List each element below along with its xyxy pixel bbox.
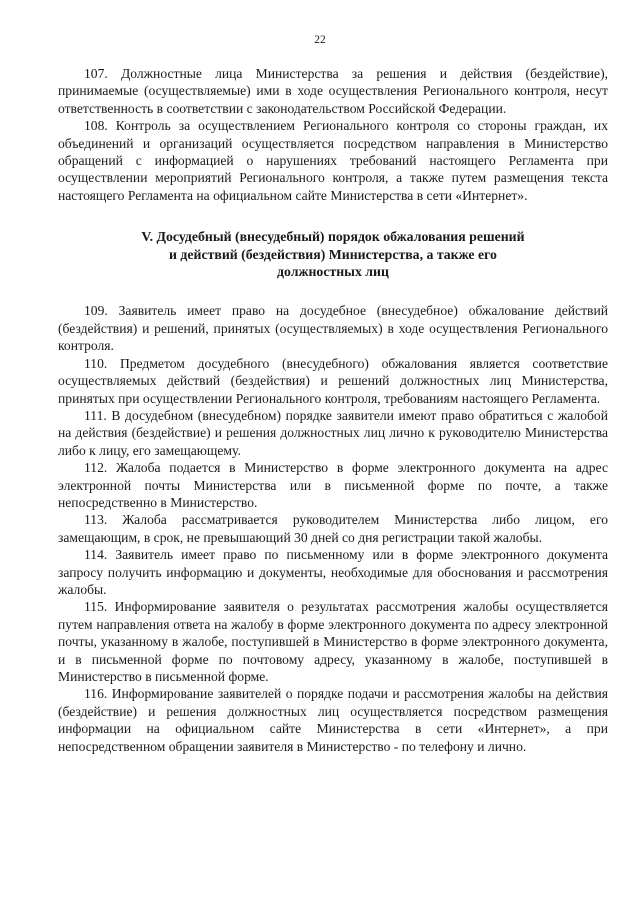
paragraph-108: 108. Контроль за осуществлением Регионального контроля со стороны граждан, их объединений и организаций осуществляется посредством направления в Министерство обращений с информацией о нарушениях требований настоящего Регламента при осуществлении мероприятий Регионального контроля, а также путем размещения текста настоящего Регламента на официальном сайте Министерства в сети «Интернет».	[58, 118, 608, 203]
section-heading	[58, 228, 608, 280]
paragraph-110: 110. Предметом досудебного (внесудебного) обжалования является соответствие осуществляемых действий (бездействия) и решений должностных лиц Министерства, принятых при осуществлении Регионального контроля, требованиям настоящего Регламента.	[58, 355, 608, 406]
paragraph-111: 111. В досудебном (внесудебном) порядке заявители имеют право обратиться с жалобой на действия (бездействие) и решения должностных лиц лично к руководителю Министерства либо к лицу, его замещающему.	[58, 407, 608, 458]
section-heading-line: должностных лиц	[277, 264, 389, 280]
paragraph-112: 112. Жалоба подается в Министерство в форме электронного документа на адрес электронной почты Министерства или в письменной форме по почте, а также непосредственно в Министерство.	[58, 460, 608, 510]
paragraph-115: 115. Информирование заявителя о результатах рассмотрения жалобы осуществляется путем направления ответа на жалобу в форме электронного документа по адресу электронной почты, указанному в жалобе, поступившей в Министерство в форме электронного документа, и в письменной форме по почтовому адресу, указанному в жалобе, поступившей в Министерство в письменной форме.	[58, 599, 608, 684]
paragraph-114: 114. Заявитель имеет право по письменному или в форме электронного документа запросу получить информацию и документы, необходимые для обоснования и рассмотрения жалобы.	[58, 547, 608, 597]
paragraph-109: 109. Заявитель имеет право на досудебное (внесудебное) обжалование действий (бездействия) и решений, принятых (осуществляемых) в ходе осуществления Регионального контроля.	[58, 303, 608, 354]
document-body	[58, 65, 608, 755]
paragraph-116: 116. Информирование заявителей о порядке подачи и рассмотрения жалобы на действия (бездействие) и решения должностных лиц осуществляется посредством размещения информации на официальном сайте Министерства в сети «Интернет», а при непосредственном обращении заявителя в Министерство - по телефону и лично.	[58, 686, 608, 754]
section-heading-line: и действий (бездействия) Министерства, а также его	[169, 246, 497, 262]
paragraph-113: 113. Жалоба рассматривается руководителем Министерства либо лицом, его замещающим, в срок, не превышающий 30 дней со дня регистрации такой жалобы.	[58, 512, 608, 545]
paragraph-107: 107. Должностные лица Министерства за решения и действия (бездействие), принимаемые (осуществляемые) ими в ходе осуществления Регионального контроля, несут ответственность в соответствии с законодательством Российской Федерации.	[58, 66, 608, 116]
section-heading-line: V. Досудебный (внесудебный) порядок обжалования решений	[141, 229, 525, 245]
page-number: 22	[314, 34, 326, 46]
